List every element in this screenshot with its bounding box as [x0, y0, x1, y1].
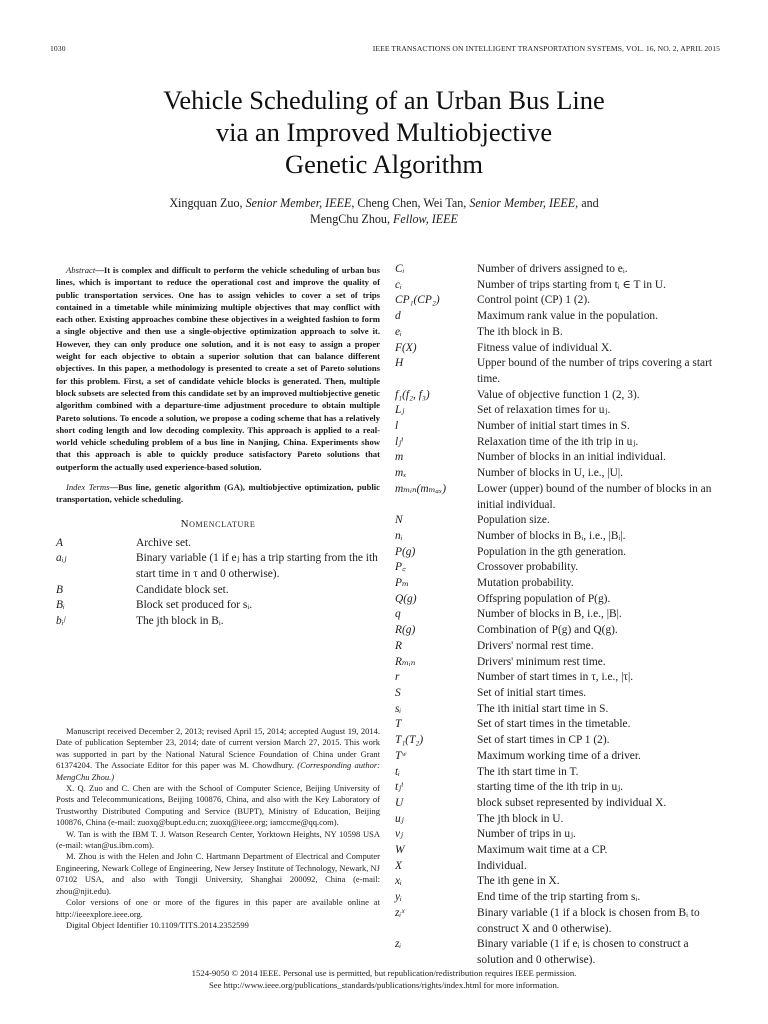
nomenclature-definition: Population in the gth generation.	[477, 545, 627, 558]
nomenclature-definition: Binary variable (1 if a block is chosen from Bᵢ to construct X and 0 otherwise).	[477, 906, 700, 935]
nomenclature-symbol: zᵢ	[395, 938, 402, 951]
nomenclature-symbol: l	[395, 420, 399, 433]
nomenclature-symbol: q	[395, 608, 401, 621]
nomenclature-symbol: Cᵢ	[395, 263, 405, 275]
nomenclature-symbol: m	[395, 451, 404, 464]
footnote-manuscript	[56, 726, 380, 783]
nomenclature-symbol: mₓ	[395, 467, 407, 480]
nomenclature-symbol: Lⱼ	[395, 404, 405, 417]
nomenclature-symbol: r	[395, 671, 400, 684]
nomenclature-definition: Binary variable (1 if eᵢ is chosen to construct a solution and 0 otherwise).	[477, 938, 689, 966]
nomenclature-symbol: S	[395, 686, 401, 699]
nomenclature-symbol: uⱼ	[395, 812, 404, 825]
nomenclature-definition: Number of blocks in B, i.e., |B|.	[477, 608, 622, 621]
footnote-zhou: M. Zhou is with the Helen and John C. Hartmann Department of Electrical and Computer Engineering, Newark College of Engineering, New Jersey Institute of Technology, Newark, NJ 07102 USA, and also with Tongji University, Shanghai 200092, China (e-mail: zhou@njit.edu).	[56, 851, 380, 896]
copyright-footer	[40, 967, 728, 991]
nomenclature-definition: starting time of the ith trip in uⱼ.	[477, 781, 624, 794]
author-chen-tan: , Cheng Chen, Wei Tan,	[351, 196, 467, 210]
nomenclature-symbol: Tʷ	[395, 749, 406, 762]
nomenclature-definition: Drivers' minimum rest time.	[477, 655, 606, 668]
nomenclature-definition: Maximum rank value in the population.	[477, 310, 658, 323]
nomenclature-definition: End time of the trip starting from sᵢ.	[477, 891, 641, 904]
nomenclature-symbol: B	[56, 583, 63, 596]
nomenclature-symbol: vⱼ	[395, 828, 404, 841]
nomenclature-symbol: R	[395, 639, 402, 652]
nomenclature-symbol: W	[395, 844, 405, 857]
nomenclature-symbol: tⱼⁱ	[395, 781, 404, 794]
nomenclature-symbol: N	[395, 514, 403, 527]
title-line-2: via an Improved Multiobjective	[215, 117, 553, 147]
footnote-color: Color versions of one or more of the figures in this paper are available online at http://ieeexplore.ieee.org.	[56, 897, 380, 919]
nomenclature-symbol: yᵢ	[395, 891, 402, 904]
nomenclature-definition: Set of start times in CP 1 (2).	[477, 734, 610, 747]
nomenclature-definition: Offspring population of P(g).	[477, 592, 611, 605]
nomenclature-list-right	[395, 262, 723, 969]
nomenclature-definition: Number of drivers assigned to eᵢ.	[477, 263, 628, 275]
nomenclature-definition: The ith gene in X.	[477, 875, 560, 888]
nomenclature-symbol: aᵢⱼ	[56, 552, 67, 565]
nomenclature-definition: Upper bound of the number of trips covering a start time.	[477, 357, 713, 385]
nomenclature-symbol: Pₘ	[395, 577, 409, 590]
title-line-3: Genetic Algorithm	[285, 149, 483, 179]
nomenclature-list-left	[56, 536, 380, 630]
author-tan-role: Senior Member, IEEE	[469, 196, 576, 210]
nomenclature-symbol: eᵢ	[395, 325, 402, 338]
nomenclature-definition: Candidate block set.	[136, 583, 229, 596]
footnote-manuscript-text: Manuscript received December 2, 2013; revised April 15, 2014; accepted August 19, 2014. Date of publication September 23, 2014; date of current version March 27, 2015. This work was supported in part by the National Natural Science Foundation of China under Grant 61374204. The Associate Editor for this paper was M. Chowdhury.	[56, 726, 380, 771]
abstract-text: —It is complex and difficult to perform the vehicle scheduling of urban bus lines, which is important to reduce the operational cost and improve the quality of public transportation services. One has to assign vehicles to cover a set of trips contained in a timetable while minimizing multiple objectives that may conflict with each other. Existing approaches combine these objectives in a weighted fashion to form a single objective and then use a single-objective optimization approach to solve it. However, they can only produce one solution, and it is not easy to assign a proper weight for each objective to obtain a superior solution that can balance different objectives. In this paper, a methodology is presented to create a set of Pareto solutions for this problem. First, a set of candidate vehicle blocks is generated. Then, multiple block subsets are selected from this candidate set by an improved multiobjective genetic algorithm combined with a departure-time adjustment procedure to obtain multiple Pareto solutions. To encode a solution, we propose a coding scheme that has a relatively short coding length and low decoding complexity. This approach is applied to a real-world vehicle scheduling problem of a bus line in Nanjing, China. Experiments show that this approach is able to quickly produce satisfactory Pareto solutions that outperform the actually used experience-based solution.	[56, 265, 380, 472]
footnote-tan: W. Tan is with the IBM T. J. Watson Research Center, Yorktown Heights, NY 10598 USA (e-mail: wtan@us.ibm.com).	[56, 828, 380, 851]
rights-url-line: See http://www.ieee.org/publications_standards/publications/rights/index.html for more information.	[208, 980, 560, 990]
nomenclature-symbol: xᵢ	[395, 875, 402, 888]
nomenclature-definition: Population size.	[477, 514, 550, 527]
nomenclature-definition: The jth block in Bᵢ.	[136, 615, 224, 628]
nomenclature-symbol: Bᵢ	[56, 599, 65, 612]
nomenclature-symbol: f₁(f₂, f₃)	[395, 388, 430, 401]
nomenclature-definition: block subset represented by individual X.	[477, 796, 667, 809]
nomenclature-symbol: X	[395, 859, 402, 872]
nomenclature-symbol: cᵢ	[395, 278, 402, 291]
nomenclature-definition: The ith initial start time in S.	[477, 702, 609, 715]
nomenclature-definition: Mutation probability.	[477, 577, 574, 590]
nomenclature-definition: Value of objective function 1 (2, 3).	[477, 388, 640, 401]
nomenclature-symbol: T	[395, 718, 402, 731]
nomenclature-definition: The ith block in B.	[477, 325, 563, 338]
nomenclature-definition: Set of initial start times.	[477, 686, 587, 699]
nomenclature-definition: Set of relaxation times for uⱼ.	[477, 404, 611, 417]
nomenclature-symbol: A	[56, 536, 63, 549]
author-list	[60, 195, 708, 227]
author-zhou: MengChu Zhou,	[310, 212, 390, 226]
paper-title	[60, 84, 708, 180]
nomenclature-symbol: d	[395, 310, 401, 323]
index-terms	[56, 481, 380, 506]
nomenclature-definition: Control point (CP) 1 (2).	[477, 294, 590, 307]
nomenclature-definition: Individual.	[477, 859, 527, 872]
nomenclature-definition: Crossover probability.	[477, 561, 579, 574]
nomenclature-definition: Number of blocks in U, i.e., |U|.	[477, 467, 623, 480]
nomenclature-definition: Fitness value of individual X.	[477, 341, 613, 354]
nomenclature-definition: Maximum working time of a driver.	[477, 749, 641, 762]
nomenclature-definition: Relaxation time of the ith trip in uⱼ.	[477, 435, 639, 448]
right-column	[395, 262, 723, 969]
nomenclature-symbol: Q(g)	[395, 592, 417, 605]
author-zuo: Xingquan Zuo,	[169, 196, 243, 210]
nomenclature-definition: Number of start times in τ, i.e., |τ|.	[477, 671, 634, 684]
footnote-corresponding: (Corresponding author: MengChu Zhou.)	[56, 760, 380, 782]
title-line-1: Vehicle Scheduling of an Urban Bus Line	[163, 85, 605, 115]
nomenclature-definition: Number of initial start times in S.	[477, 420, 630, 433]
abstract	[56, 264, 380, 473]
nomenclature-definition: Block set produced for sᵢ.	[136, 599, 253, 612]
nomenclature-symbol: P꜀	[395, 561, 406, 574]
nomenclature-definition: Binary variable (1 if eⱼ has a trip starting from the ith start time in τ and 0 otherwise).	[136, 552, 378, 581]
nomenclature-symbol: F(X)	[395, 341, 417, 354]
abstract-lead: Abstract	[66, 265, 96, 275]
nomenclature-symbol: bᵢʲ	[56, 615, 66, 628]
nomenclature-symbol: sᵢ	[395, 702, 402, 715]
nomenclature-definition: The jth block in U.	[477, 812, 564, 825]
left-column	[56, 264, 380, 630]
nomenclature-symbol: R(g)	[395, 624, 416, 637]
nomenclature-symbol: tᵢ	[395, 765, 400, 778]
nomenclature-definition: Combination of P(g) and Q(g).	[477, 624, 618, 637]
nomenclature-definition: Number of trips starting from tᵢ ∈ T in U.	[477, 278, 666, 291]
nomenclature-symbol: mₘᵢₙ(mₘₐₓ)	[395, 482, 446, 495]
nomenclature-symbol: U	[395, 796, 404, 809]
index-terms-lead: Index Terms	[66, 482, 110, 493]
author-zhou-role: Fellow, IEEE	[393, 212, 458, 226]
nomenclature-definition: Number of blocks in an initial individual.	[477, 451, 666, 464]
nomenclature-heading: Nomenclature	[180, 517, 256, 530]
nomenclature-symbol: CP₁(CP₂)	[395, 294, 440, 307]
nomenclature-definition: Number of trips in uⱼ.	[477, 828, 576, 841]
nomenclature-definition: Maximum wait time at a CP.	[477, 844, 608, 857]
nomenclature-definition: Set of start times in the timetable.	[477, 718, 631, 731]
nomenclature-symbol: P(g)	[395, 545, 416, 558]
nomenclature-definition: Number of blocks in Bᵢ, i.e., |Bᵢ|.	[477, 529, 626, 542]
author-zuo-role: Senior Member, IEEE	[245, 196, 352, 210]
author-and: , and	[575, 196, 599, 210]
nomenclature-symbol: zᵢˣ	[395, 906, 405, 919]
nomenclature-symbol: H	[395, 357, 404, 370]
nomenclature-symbol: nᵢ	[395, 529, 403, 542]
nomenclature-definition: Archive set.	[136, 536, 192, 549]
journal-name: IEEE TRANSACTIONS ON INTELLIGENT TRANSPORTATION SYSTEMS, VOL. 16, NO. 2, APRIL 2015	[372, 44, 720, 53]
nomenclature-definition: The ith start time in T.	[477, 765, 579, 778]
copyright-line: 1524-9050 © 2014 IEEE. Personal use is permitted, but republication/redistribution requires IEEE permission.	[191, 968, 577, 978]
index-terms-text: —Bus line, genetic algorithm (GA), multiobjective optimization, public transportation, vehicle scheduling.	[56, 482, 380, 505]
footnote-zuo-chen: X. Q. Zuo and C. Chen are with the School of Computer Science, Beijing University of Posts and Telecommunications, Beijing 100876, China, and also with the Key Laboratory of Trustworthy Distributed Computing and Service (BUPT), Ministry of Education, Beijing 100876, China (e-mail: zuoxq@bupt.edu.cn; zuoxq@ieee.org; iamccme@qq.com).	[56, 783, 380, 828]
nomenclature-definition: Drivers' normal rest time.	[477, 639, 594, 652]
footnotes	[56, 726, 380, 931]
footnote-doi: Digital Object Identifier 10.1109/TITS.2014.2352599	[66, 919, 249, 930]
nomenclature-definition: Lower (upper) bound of the number of blocks in an initial individual.	[477, 482, 712, 511]
page-number: 1030	[50, 44, 66, 53]
nomenclature-symbol: T₁(T₂)	[395, 734, 424, 747]
nomenclature-symbol: Rₘᵢₙ	[395, 655, 416, 668]
nomenclature-symbol: lⱼⁱ	[395, 435, 404, 448]
